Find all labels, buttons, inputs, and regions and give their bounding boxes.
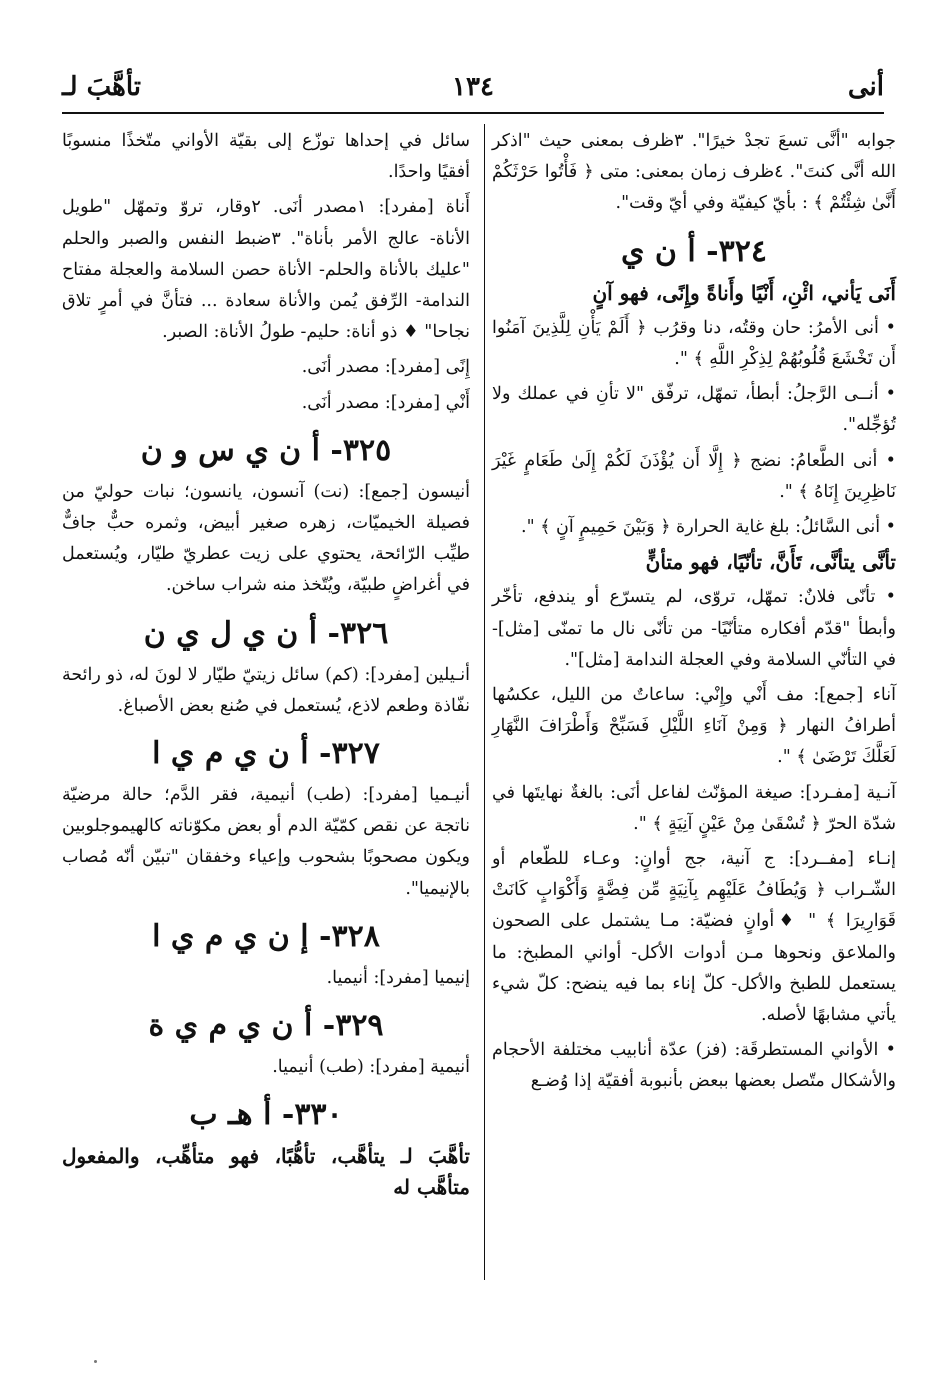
page-header (62, 62, 884, 112)
section-heading-325: ٣٢٥- أ ن ي س و ن (140, 432, 392, 468)
section-heading-328: ٣٢٨- إ ن ي م ي ا (152, 918, 380, 954)
entry-text: أَنْي [مفرد]: مصدر أنَى. (301, 392, 470, 413)
page-number: ١٣٤ (452, 72, 494, 102)
entry-text: • تأنّى فلانٌ: تمهّل، تروّى، لم يتسرّع أو يندفع، تأخّر وأبطأ "قدّم أفكاره متأنّيًا- من تأنّى نال ما تمنّى [مثل]- في التأنّي السلامة وفي العجلة الندامة [مثل]". (492, 587, 896, 670)
entry-text: • أنى الطَّعامُ: نضج ﴿ إِلَّا أَن يُؤْذَنَ لَكُمْ إِلَىٰ طَعَامٍ غَيْرَ نَاظِرِينَ إِنَاهُ ﴾ ". (492, 450, 896, 502)
entry-text: أنيـميا [مفرد]: (طب) أنيمية، فقر الدَّم؛ حالة مرضيّة ناتجة عن نقص كمّيّة الدم أو بعض مكوّناته كالهيموجلوبين ويكون مصحوبًا بشحوب وإعياء وخفقان "تبيّن أنّه مُصاب بالإنيميا". (62, 785, 470, 899)
entry-text: • أنى الأمرُ: حان وقتُه، دنا وقرُب ﴿ أَلَمْ يَأْنِ لِلَّذِينَ آمَنُوا أَن تَخْشَعَ قُلُوبُهُمْ لِذِكْرِ اللَّهِ ﴾ ". (492, 317, 896, 370)
section-heading-329: ٣٢٩- أ ن ي م ي ة (148, 1008, 384, 1044)
header-rule (62, 112, 884, 114)
header-guide-word-left: تأهَّبَ لـ (62, 72, 141, 102)
entry-text: • الأواني المستطرقَة: (فز) عدّة أنابيب مختلفة الأحجام والأشكال متّصل بعضها ببعض بأنبوبة أفقيّة إذا وُضـع (492, 1040, 896, 1092)
entry-text: أنيسون [جمع]: (نت) آنسون، يانسون؛ نبات حوليّ من فصيلة الخيميّات، زهره صغير أبيض، وثمره حبٌّ جافٌّ طيِّب الرّائحة، يحتوي على زيت عطريّ طيّار، ويُستعمل في أغراضٍ طبيّة، ويُتّخذ منه شراب ساخن. (62, 481, 470, 596)
entry-text: إنـاء [مفــرد]: ج آنية، جج أوانٍ: وعـاء للطّعام أو الشّـراب ﴿ وَيُطَافُ عَلَيْهِم بِآنِيَةٍ مِّن فِضَّةٍ وَأَكْوَابٍ كَانَتْ قَوَارِيرَا ﴾ " ♦أوانٍ فضيّة: مـا يشتمل على الصحون والملاعق ونحوها مـن أدوات الأكل- أواني المطبخ: ما يستعمل للطبخ والأكل- كلّ إناء بما فيه ينضح: كلّ شيء يأتي مشابهًا لأصله. (492, 849, 896, 1026)
headword-verb: تأنَّى يتأنَّى، تَأَنَّ، تأنّيًا، فهو متأنٍّ (645, 550, 896, 575)
entry-text: أَناة [مفرد]: ١مصدر أنَى. ٢وقار، تروّ وتمهّل "طويل الأناة- عالج الأمر بأناة". ٣ضبط النفس والصبر والحلم "عليك بالأناة والحلم- الأناة حصن السلامة والعجلة مفتاح الندامة- الرِّفق يُمن والأناة سعادة ... فتأنَّ في أمرٍ تلاق نجاحا" ♦ ذو أناة: حليم- طولُ الأناة: الصبر. (62, 197, 471, 343)
headword-verb: تأهَّبَ لـ يتأهَّب، تأهُّبًا، فهو متأهِّب، والمفعول متأهَّب له (62, 1144, 470, 1200)
column-divider (484, 124, 485, 1280)
entry-text: • أنــى الرَّجلُ: أبطأ، تمهّل، ترفّق "لا تأنِ في عملك ولا تُؤجِّله". (492, 384, 896, 436)
section-heading-330: ٣٣٠- أ هـ ب (189, 1097, 343, 1133)
section-heading-326: ٣٢٦- أ ن ي ل ي ن (143, 615, 389, 651)
entry-text: آناء [جمع]: مف أَنْي وإِنْي: ساعاتٌ من الليل، عكسُها أطرافُ النهار ﴿ وَمِنْ آنَاءِ اللَّيْلِ فَسَبِّحْ وَأَطْرَافَ النَّهَارِ لَعَلَّكَ تَرْضَىٰ ﴾ ". (492, 685, 896, 768)
entry-text: أنـيلين [مفرد]: (كم) سائل زيتيّ طيّار لا لونَ له، ذو رائحة نفّاذة وطعم لاذع، يُستعمل في صُنع بعض الأصباغ. (62, 664, 470, 716)
section-heading-324: ٣٢٤- أ ن ي (621, 233, 767, 269)
entry-text: أنيمية [مفرد]: (طب) أنيميا. (272, 1057, 470, 1078)
entry-text: إِنًى [مفرد]: مصدر أنَى. (301, 357, 470, 378)
print-speck (94, 1360, 97, 1363)
entry-text: سائل في إحداها توزّع إلى بقيّة الأواني متّخذًا منسوبًا أفقيًا واحدًا. (62, 131, 470, 183)
header-guide-word-right: أنى (847, 72, 884, 102)
entry-text: جوابه "أنَّى تسعَ تجدْ خيرًا". ٣ظرف بمعنى حيث "اذكر الله أنَّى كنتَ". ٤ظرف زمان بمعنى: متى ﴿ فَأْتُوا حَرْثَكُمْ أَنَّىٰ شِئْتُمْ ﴾ : بأيّ كيفيّة وفي أيّ وقت". (492, 131, 896, 214)
left-column (62, 126, 470, 1208)
right-column (492, 126, 896, 1102)
entry-text: • أنى السَّائلُ: بلغ غاية الحرارة ﴿ وَبَيْنَ حَمِيمٍ آنٍ ﴾ ". (521, 517, 896, 538)
section-heading-327: ٣٢٧- أ ن ي م ي ا (152, 736, 380, 772)
entry-text: آنـية [مفـرد]: صيغة المؤنّث لفاعل أنَى: بالغةٌ نهايتَها في شدّة الحرّ ﴿ تُسْقَىٰ مِنْ عَيْنٍ آنِيَةٍ ﴾ ". (492, 782, 896, 834)
entry-text: إنيميا [مفرد]: أنيميا. (326, 967, 470, 988)
headword-verb: أَنَى يَأني، ائْنِ، أَنْيًا وأَناةً وإِنًى، فهو آنٍ (592, 280, 896, 305)
